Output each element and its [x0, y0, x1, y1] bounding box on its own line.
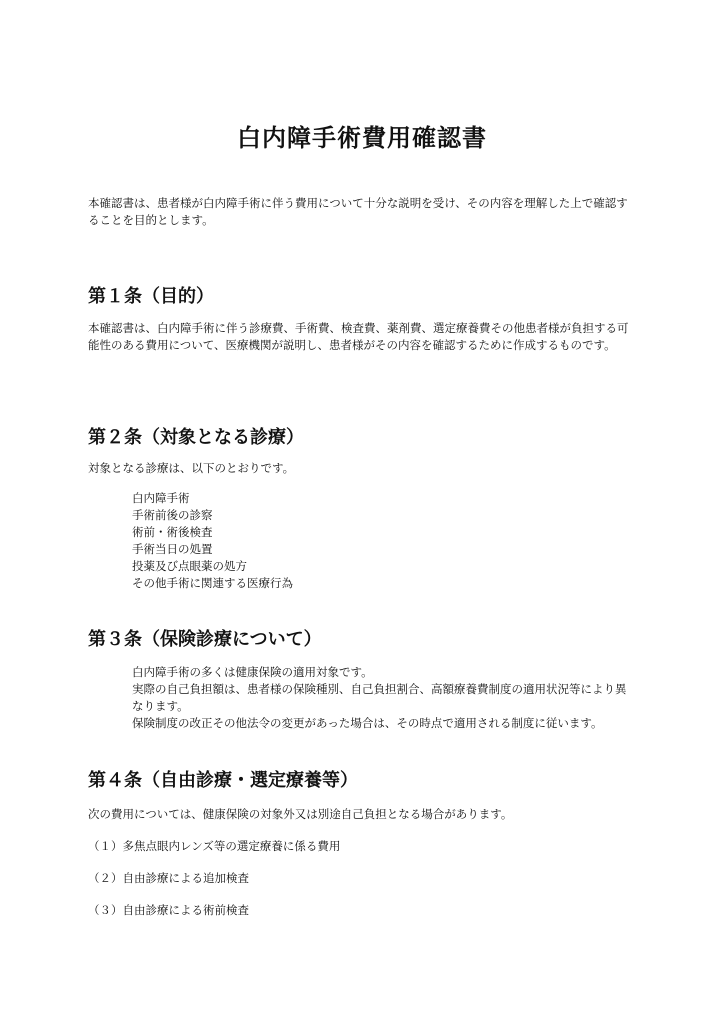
list-item: 白内障手術	[132, 491, 190, 505]
list-item: 手術前後の診察	[132, 508, 213, 522]
list-item: 白内障手術の多くは健康保険の適用対象です。	[132, 665, 373, 679]
list-item: 手術当日の処置	[132, 542, 213, 556]
intro-paragraph: 本確認書は、患者様が白内障手術に伴う費用について十分な説明を受け、その内容を理解した上で確認することを目的とします。	[88, 196, 628, 227]
document-title: 白内障手術費用確認書	[237, 124, 487, 152]
list-item: 投薬及び点眼薬の処方	[132, 559, 247, 573]
list-item: 保険制度の改正その他法令の変更があった場合は、その時点で適用される制度に従います。	[132, 716, 603, 730]
article-4-item-2: （２）自由診療による追加検査	[88, 871, 249, 885]
article-2-body: 対象となる診療は、以下のとおりです。	[88, 461, 295, 475]
list-item: その他手術に関連する医療行為	[132, 576, 293, 590]
article-1-heading: 第１条（目的）	[88, 286, 214, 307]
article-2-heading: 第２条（対象となる診療）	[88, 427, 304, 448]
list-item: 術前・術後検査	[132, 525, 213, 539]
article-4-body: 次の費用については、健康保険の対象外又は別途自己負担となる場合があります。	[88, 807, 513, 821]
list-item: 実際の自己負担額は、患者様の保険種別、自己負担割合、高額療養費制度の適用状況等により異なります。	[132, 682, 627, 713]
article-3-heading: 第３条（保険診療について）	[88, 629, 322, 650]
article-4-heading: 第４条（自由診療・選定療養等）	[88, 770, 358, 791]
article-4-item-1: （１）多焦点眼内レンズ等の選定療養に係る費用	[88, 839, 341, 853]
article-4-item-3: （３）自由診療による術前検査	[88, 903, 249, 917]
article-2-list	[132, 490, 636, 592]
article-3-list	[132, 664, 636, 732]
article-1-body: 本確認書は、白内障手術に伴う診療費、手術費、検査費、薬剤費、選定療養費その他患者様が負担する可能性のある費用について、医療機関が説明し、患者様がその内容を確認するために作成するものです。	[88, 321, 629, 352]
